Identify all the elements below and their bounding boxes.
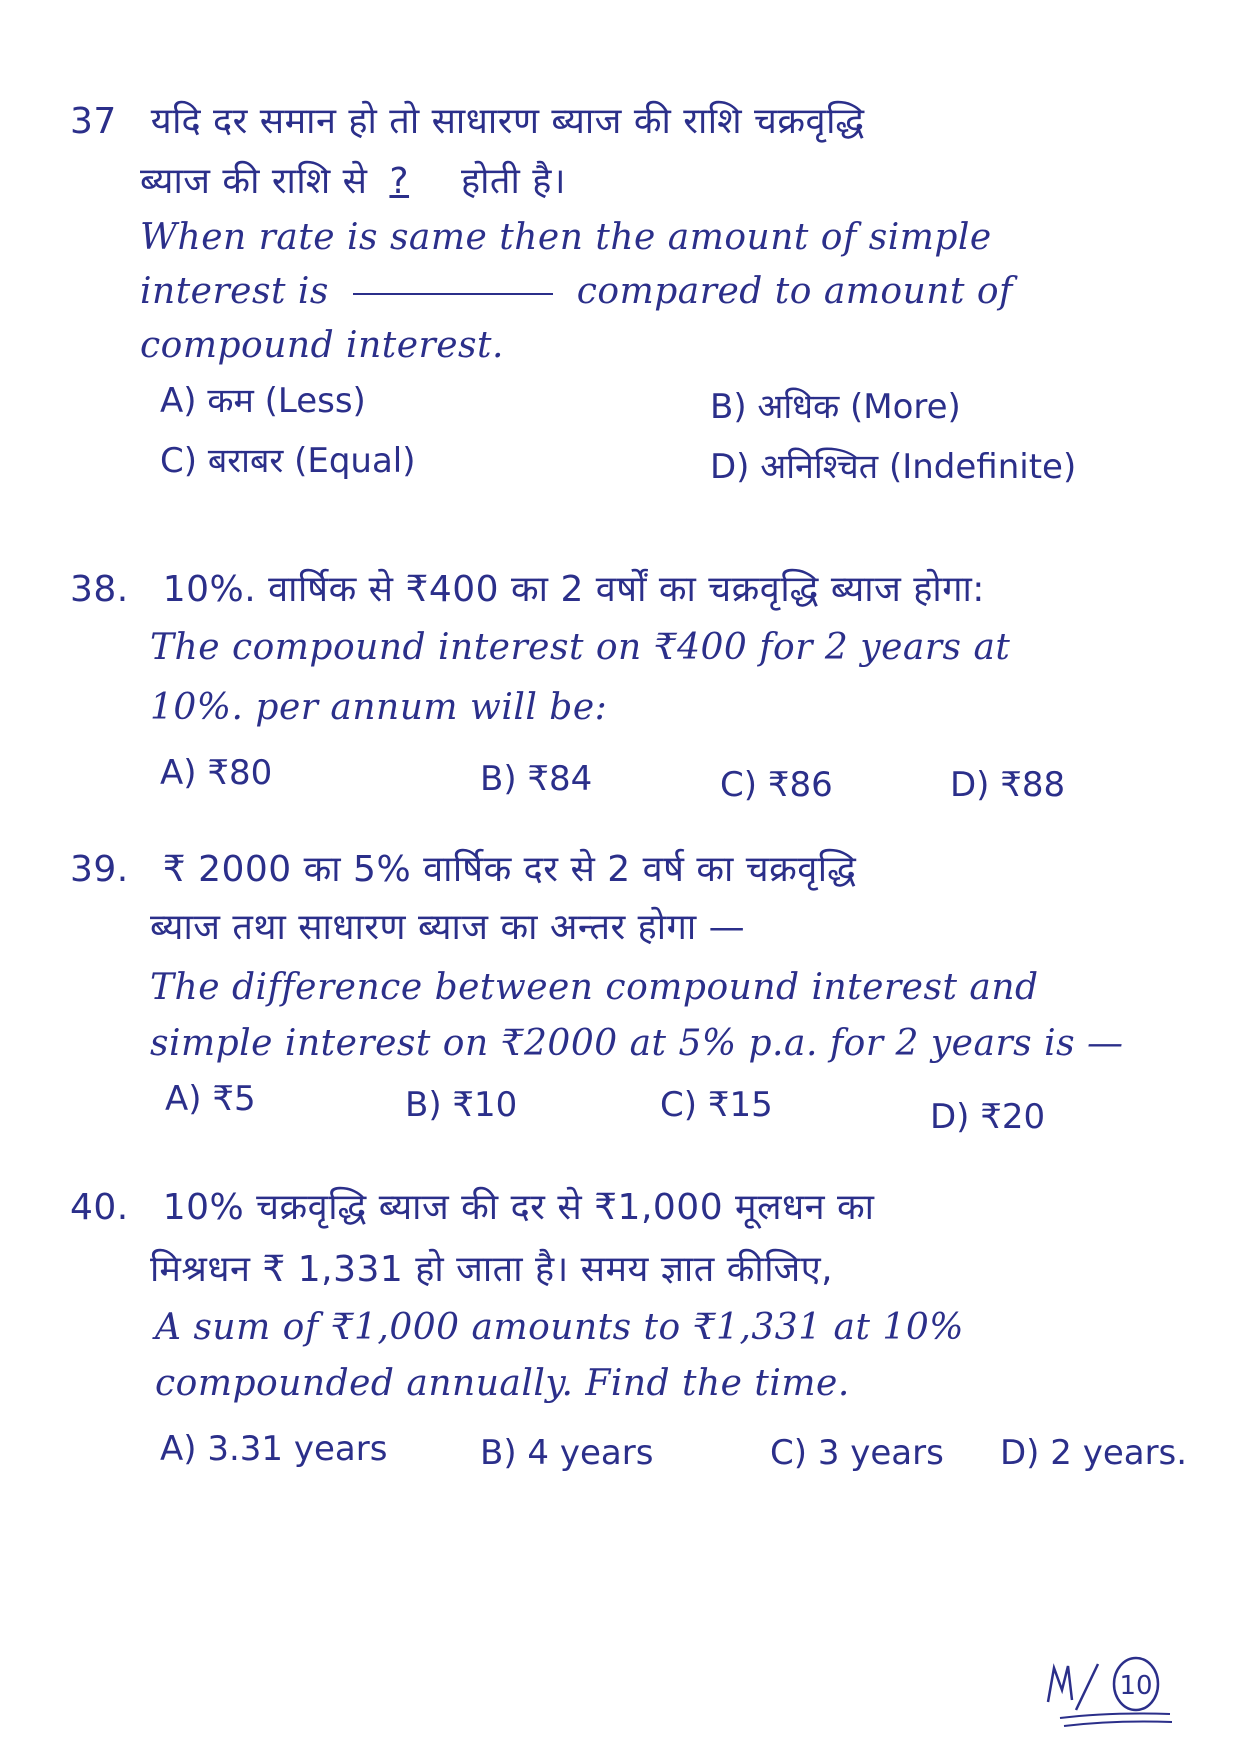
question-38-hindi-text1: 10%. वार्षिक से ₹400 का 2 वर्षों का चक्रवृद्धि ब्याज होगा: — [162, 569, 985, 610]
question-38-number: 38. — [70, 569, 129, 610]
signature-underline-1 — [1060, 1714, 1170, 1719]
question-37-hindi-line2 — [140, 160, 566, 204]
question-37-hindi-line1 — [70, 100, 865, 144]
question-40-hindi-text1: 10% चक्रवृद्धि ब्याज की दर से ₹1,000 मूलधन का — [162, 1187, 875, 1228]
question-37-english-blank — [353, 293, 553, 295]
question-39-english-line2: simple interest on ₹2000 at 5% p.a. for 2 years is — — [150, 1023, 1124, 1064]
question-37-english-line3: compound interest. — [140, 325, 504, 366]
question-37-option-c: C) बराबर (Equal) — [160, 441, 416, 481]
question-37-hindi-text3: होती है। — [460, 161, 566, 202]
question-40-option-d: D) 2 years. — [1000, 1433, 1188, 1473]
question-38-option-a: A) ₹80 — [160, 753, 273, 793]
question-38-hindi-line1 — [70, 568, 985, 612]
question-40-english-line1: A sum of ₹1,000 amounts to ₹1,331 at 10% — [155, 1307, 964, 1348]
question-40-hindi-line1 — [70, 1186, 875, 1230]
question-39-english-line1: The difference between compound interest and — [150, 967, 1039, 1008]
signature-initial-stroke — [1048, 1666, 1072, 1702]
question-40-option-c: C) 3 years — [770, 1433, 944, 1473]
question-38-option-b: B) ₹84 — [480, 759, 593, 799]
question-40-option-a: A) 3.31 years — [160, 1429, 388, 1469]
question-37-hindi-text2: ब्याज की राशि से — [140, 161, 368, 202]
question-40-english-line2: compounded annually. Find the time. — [155, 1363, 850, 1404]
question-40-number: 40. — [70, 1187, 129, 1228]
question-39-number: 39. — [70, 849, 129, 890]
question-38-english-line1: The compound interest on ₹400 for 2 years at — [150, 627, 1011, 668]
question-39-hindi-line1 — [70, 848, 856, 892]
question-37-english-text3: compared to amount of — [576, 271, 1013, 312]
signature-score-mark — [1040, 1650, 1180, 1730]
question-40-option-b: B) 4 years — [480, 1433, 654, 1473]
question-37-hindi-blank: ? — [389, 161, 410, 202]
question-37-english-line2 — [140, 270, 1013, 314]
question-38-option-d: D) ₹88 — [950, 765, 1066, 805]
question-40-hindi-line2: मिश्रधन ₹ 1,331 हो जाता है। समय ज्ञात कीजिए, — [150, 1249, 834, 1290]
question-39-option-c: C) ₹15 — [660, 1085, 773, 1125]
question-37-english-text2: interest is — [140, 271, 329, 312]
question-37-english-line1: When rate is same then the amount of simple — [140, 217, 992, 258]
question-39-hindi-text1: ₹ 2000 का 5% वार्षिक दर से 2 वर्ष का चक्रवृद्धि — [162, 849, 857, 890]
question-37-hindi-text1: यदि दर समान हो तो साधारण ब्याज की राशि चक्रवृद्धि — [150, 101, 865, 142]
question-38-option-c: C) ₹86 — [720, 765, 833, 805]
question-37-option-b: B) अधिक (More) — [710, 387, 961, 427]
signature-slash — [1076, 1664, 1098, 1710]
question-39-option-a: A) ₹5 — [165, 1079, 256, 1119]
question-39-option-d: D) ₹20 — [930, 1097, 1046, 1137]
question-37-number: 37 — [70, 101, 117, 142]
question-39-option-b: B) ₹10 — [405, 1085, 518, 1125]
signature-underline-2 — [1064, 1722, 1172, 1727]
question-37-option-d: D) अनिश्चित (Indefinite) — [710, 447, 1077, 487]
question-39-hindi-line2: ब्याज तथा साधारण ब्याज का अन्तर होगा — — [150, 907, 746, 948]
question-37-option-a: A) कम (Less) — [160, 381, 366, 421]
question-38-english-line2: 10%. per annum will be: — [150, 687, 608, 728]
score-text: 10 — [1119, 1671, 1153, 1701]
